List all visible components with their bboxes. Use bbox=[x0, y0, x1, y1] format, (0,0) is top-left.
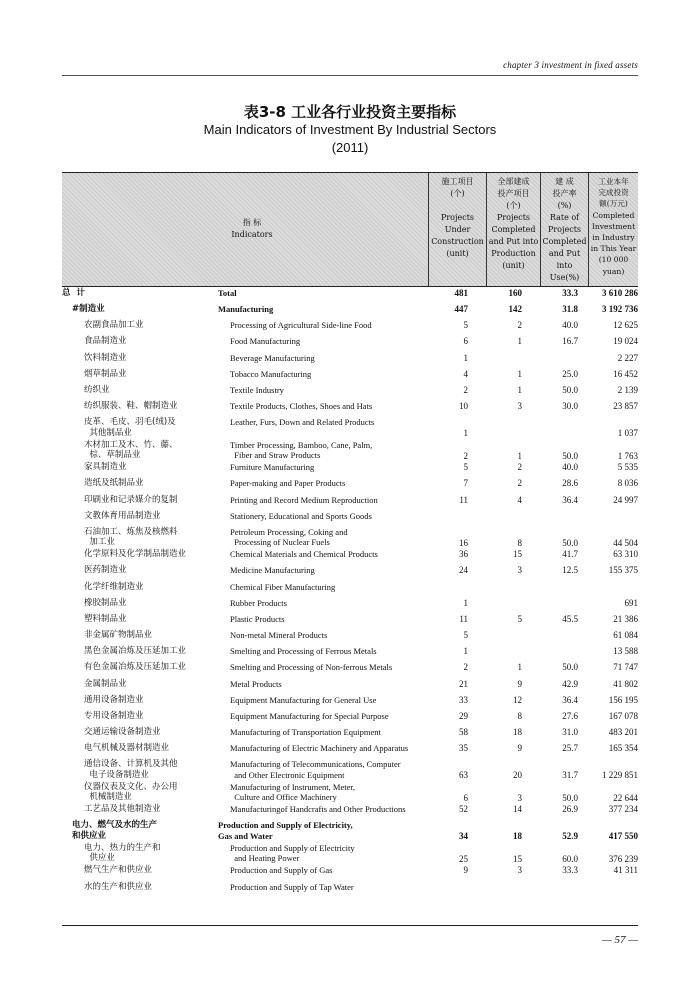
table-row bbox=[62, 646, 638, 662]
cell-c4: 167 078 bbox=[608, 710, 638, 721]
cell-c2: 3 bbox=[517, 565, 522, 576]
row-label-en: Smelting and Processing of Non-ferrous Metals bbox=[230, 662, 393, 673]
row-label-cn: 电力、热力的生产和 供应业 bbox=[84, 842, 161, 864]
cell-c3: 31.7 bbox=[562, 770, 578, 781]
cell-c2: 3 bbox=[517, 401, 522, 412]
cell-c4: 21 386 bbox=[613, 613, 638, 624]
cell-c2: 2 bbox=[517, 320, 522, 331]
cell-c2: 9 bbox=[517, 678, 522, 689]
cell-c4: 1 229 851 bbox=[602, 770, 638, 781]
row-label-en: Smelting and Processing of Ferrous Metals bbox=[230, 646, 377, 657]
table-row bbox=[62, 440, 638, 463]
row-label-cn: 水的生产和供应业 bbox=[84, 881, 153, 892]
table-row bbox=[62, 679, 638, 695]
row-label-cn: 烟草制品业 bbox=[84, 368, 127, 379]
table-row bbox=[62, 598, 638, 614]
row-label-cn: 医药制造业 bbox=[84, 565, 127, 576]
cell-c4: 63 310 bbox=[613, 549, 638, 560]
row-label-cn: 化学纤维制造业 bbox=[84, 581, 144, 592]
row-label-en: Manufacturingof Handcrafts and Other Productions bbox=[230, 804, 406, 815]
row-label-cn: 黑色金属冶炼及压延加工业 bbox=[84, 646, 187, 657]
row-label-en: Plastic Products bbox=[230, 613, 285, 624]
cell-c2: 8 bbox=[517, 710, 522, 721]
row-label-cn: 橡胶制品业 bbox=[84, 597, 127, 608]
cell-c4: 16 452 bbox=[613, 368, 638, 379]
table-row bbox=[62, 743, 638, 759]
cell-c1: 63 bbox=[459, 770, 468, 781]
row-label-cn: 非金属矿物制品业 bbox=[84, 630, 153, 641]
row-label-en: Manufacturing bbox=[218, 304, 274, 315]
row-label-en: Food Manufacturing bbox=[230, 336, 301, 347]
cell-c1: 24 bbox=[459, 565, 468, 576]
table-row bbox=[62, 288, 638, 304]
row-label-cn: 燃气生产和供应业 bbox=[84, 865, 153, 876]
cell-c1: 4 bbox=[463, 368, 468, 379]
row-label-en: Production and Supply of Electricity, Gas and Water bbox=[218, 820, 353, 841]
cell-c4: 165 354 bbox=[608, 743, 638, 754]
cell-c4: 483 201 bbox=[608, 726, 638, 737]
row-label-en: Tobacco Manufacturing bbox=[230, 368, 312, 379]
indicators-header bbox=[182, 217, 322, 241]
cell-c4: 24 997 bbox=[613, 494, 638, 505]
cell-c2: 18 bbox=[513, 726, 522, 737]
indicators-header-cn: 指 标 bbox=[242, 218, 262, 227]
row-label-cn: 农副食品加工业 bbox=[84, 320, 144, 331]
cell-c3: 36.4 bbox=[562, 694, 578, 705]
cell-c3: 45.5 bbox=[562, 613, 578, 624]
row-label-en: Equipment Manufacturing for Special Purpose bbox=[230, 710, 389, 721]
cell-c4: 41 311 bbox=[613, 865, 638, 876]
row-label-en: Paper-making and Paper Products bbox=[230, 478, 346, 489]
row-label-cn: 塑料制品业 bbox=[84, 613, 127, 624]
cell-c3: 16.7 bbox=[562, 336, 578, 347]
cell-c1: 25 bbox=[459, 853, 468, 864]
row-label-en: Chemical Materials and Chemical Products bbox=[230, 549, 378, 560]
row-label-cn: 食品制造业 bbox=[84, 336, 127, 347]
table-row bbox=[62, 727, 638, 743]
cell-c1: 34 bbox=[459, 831, 468, 842]
row-label-en: Manufacturing of Transportation Equipment bbox=[230, 726, 381, 737]
cell-c4: 417 550 bbox=[608, 831, 638, 842]
cell-c3: 41.7 bbox=[562, 549, 578, 560]
cell-c3: 26.9 bbox=[562, 804, 578, 815]
cell-c1: 35 bbox=[459, 743, 468, 754]
cell-c3: 30.0 bbox=[562, 401, 578, 412]
row-label-en: Non-metal Mineral Products bbox=[230, 630, 328, 641]
cell-c3: 40.0 bbox=[562, 462, 578, 473]
running-head: chapter 3 investment in fixed assets bbox=[503, 60, 638, 70]
row-label-en: Petroleum Processing, Coking and Processing of Nuclear Fuels bbox=[230, 526, 348, 548]
table-row bbox=[62, 336, 638, 352]
row-label-en: Furniture Manufacturing bbox=[230, 462, 315, 473]
table-row bbox=[62, 565, 638, 581]
cell-c3: 31.8 bbox=[562, 304, 578, 315]
cell-c2: 3 bbox=[517, 792, 522, 803]
cell-c1: 29 bbox=[459, 710, 468, 721]
cell-c2: 1 bbox=[517, 368, 522, 379]
row-label-cn: #制造业 bbox=[72, 304, 105, 315]
row-label-cn: 金属制品业 bbox=[84, 678, 127, 689]
table-row bbox=[62, 478, 638, 494]
table-row bbox=[62, 320, 638, 336]
row-label-en: Metal Products bbox=[230, 678, 282, 689]
cell-c4: 61 084 bbox=[613, 630, 638, 641]
table-row bbox=[62, 695, 638, 711]
row-label-en: Manufacturing of Instrument, Meter, Culture and Office Machinery bbox=[230, 781, 355, 803]
row-label-en: Printing and Record Medium Reproduction bbox=[230, 494, 378, 505]
row-label-en: Production and Supply of Tap Water bbox=[230, 881, 354, 892]
table-title-chinese: 表3-8 工业各行业投资主要指标 bbox=[243, 103, 457, 121]
table-row bbox=[62, 882, 638, 898]
row-label-en: Manufacturing of Electric Machinery and Apparatus bbox=[230, 743, 409, 754]
row-label-cn: 印刷业和记录媒介的复制 bbox=[84, 494, 178, 505]
row-label-en: Production and Supply of Gas bbox=[230, 865, 333, 876]
cell-c4: 2 227 bbox=[617, 352, 638, 363]
cell-c2: 3 bbox=[517, 865, 522, 876]
row-label-cn: 造纸及纸制品业 bbox=[84, 478, 144, 489]
cell-c2: 1 bbox=[517, 384, 522, 395]
cell-c2: 18 bbox=[513, 831, 522, 842]
cell-c4: 19 024 bbox=[613, 336, 638, 347]
cell-c3: 25.0 bbox=[562, 368, 578, 379]
row-label-cn: 石油加工、炼焦及核燃料 加工业 bbox=[84, 526, 178, 548]
cell-c2: 1 bbox=[517, 336, 522, 347]
table-header bbox=[62, 172, 638, 287]
cell-c3: 42.9 bbox=[562, 678, 578, 689]
row-label-cn: 电力、燃气及水的生产 和供应业 bbox=[72, 820, 158, 841]
table-row bbox=[62, 304, 638, 320]
cell-c4: 3 610 286 bbox=[602, 288, 638, 298]
cell-c2: 2 bbox=[517, 462, 522, 473]
row-label-cn: 电气机械及器材制造业 bbox=[84, 743, 170, 754]
table-row bbox=[62, 353, 638, 369]
row-label-cn: 文教体育用品制造业 bbox=[84, 510, 161, 521]
row-label-en: Production and Supply of Electricity and Heating Power bbox=[230, 842, 355, 864]
col-completed-investment: 工业本年 完成投资 额(万元) Completed Investment in Industry in This Year (10 000 yuan) bbox=[588, 173, 638, 286]
cell-c1: 481 bbox=[454, 288, 468, 298]
col-projects-under-construction: 施工项目 (个) Projects Under Construction (unit) bbox=[428, 173, 486, 286]
cell-c1: 58 bbox=[459, 726, 468, 737]
table-row bbox=[62, 527, 638, 550]
cell-c4: 3 192 736 bbox=[602, 304, 638, 315]
table-row bbox=[62, 782, 638, 805]
row-label-cn: 有色金属冶炼及压延加工业 bbox=[84, 662, 187, 673]
row-label-cn: 仪器仪表及文化、办公用 机械制造业 bbox=[84, 781, 178, 803]
row-label-en: Beverage Manufacturing bbox=[230, 352, 315, 363]
row-label-cn: 饮料制造业 bbox=[84, 352, 127, 363]
cell-c4: 1 037 bbox=[617, 428, 638, 439]
table-row bbox=[62, 462, 638, 478]
table-row bbox=[62, 820, 638, 843]
cell-c1: 2 bbox=[463, 384, 468, 395]
cell-c2: 8 bbox=[517, 537, 522, 548]
cell-c1: 36 bbox=[459, 549, 468, 560]
row-label-cn: 家具制造业 bbox=[84, 462, 127, 473]
row-label-cn: 纺织服装、鞋、帽制造业 bbox=[84, 401, 178, 412]
row-label-cn: 专用设备制造业 bbox=[84, 710, 144, 721]
col-rate-completed: 建 成 投产率 (%) Rate of Projects Completed and Put into Use(%) bbox=[540, 173, 588, 286]
cell-c1: 16 bbox=[459, 537, 468, 548]
cell-c4: 13 588 bbox=[613, 646, 638, 657]
table-row bbox=[62, 759, 638, 782]
cell-c4: 5 535 bbox=[617, 462, 638, 473]
cell-c3: 27.6 bbox=[562, 710, 578, 721]
cell-c3: 50.0 bbox=[562, 792, 578, 803]
cell-c1: 5 bbox=[463, 630, 468, 641]
table-row bbox=[62, 582, 638, 598]
cell-c4: 12 625 bbox=[613, 320, 638, 331]
cell-c2: 160 bbox=[508, 288, 522, 298]
cell-c1: 11 bbox=[459, 613, 468, 624]
table-row bbox=[62, 495, 638, 511]
cell-c1: 1 bbox=[463, 352, 468, 363]
row-label-en: Leather, Furs, Down and Related Products bbox=[230, 417, 375, 428]
cell-c3: 60.0 bbox=[562, 853, 578, 864]
row-label-cn: 通信设备、计算机及其他 电子设备制造业 bbox=[84, 759, 178, 780]
page-number: — 57 — bbox=[601, 934, 638, 946]
cell-c4: 691 bbox=[624, 597, 638, 608]
row-label-cn: 总 计 bbox=[62, 288, 85, 298]
cell-c1: 21 bbox=[459, 678, 468, 689]
cell-c4: 71 747 bbox=[613, 662, 638, 673]
cell-c3: 25.7 bbox=[562, 743, 578, 754]
row-label-cn: 工艺品及其他制造业 bbox=[84, 804, 161, 815]
row-label-en: Processing of Agricultural Side-line Food bbox=[230, 320, 372, 331]
cell-c4: 22 644 bbox=[613, 792, 638, 803]
table-row bbox=[62, 511, 638, 527]
table-row bbox=[62, 630, 638, 646]
row-label-cn: 纺织业 bbox=[84, 384, 110, 395]
cell-c2: 142 bbox=[508, 304, 522, 315]
cell-c1: 1 bbox=[463, 597, 468, 608]
row-label-en: Medicine Manufacturing bbox=[230, 565, 315, 576]
cell-c2: 1 bbox=[517, 450, 522, 461]
cell-c3: 12.5 bbox=[562, 565, 578, 576]
cell-c1: 447 bbox=[454, 304, 468, 315]
table-row bbox=[62, 401, 638, 417]
indicators-header-en: Indicators bbox=[231, 230, 273, 239]
cell-c3: 33.3 bbox=[562, 288, 578, 298]
row-label-en: Timber Processing, Bamboo, Cane, Palm, Fiber and Straw Products bbox=[230, 439, 373, 461]
cell-c2: 1 bbox=[517, 662, 522, 673]
cell-c2: 15 bbox=[513, 853, 522, 864]
cell-c1: 5 bbox=[463, 320, 468, 331]
cell-c1: 7 bbox=[463, 478, 468, 489]
table-row bbox=[62, 549, 638, 565]
cell-c3: 36.4 bbox=[562, 494, 578, 505]
col-projects-completed: 全部建成 投产项目 (个) Projects Completed and Put into Production (unit) bbox=[486, 173, 540, 286]
table-title-english: Main Indicators of Investment By Industrial Sectors bbox=[203, 122, 497, 137]
cell-c2: 4 bbox=[517, 494, 522, 505]
cell-c4: 41 802 bbox=[613, 678, 638, 689]
cell-c1: 6 bbox=[463, 792, 468, 803]
cell-c3: 40.0 bbox=[562, 320, 578, 331]
cell-c1: 1 bbox=[463, 428, 468, 439]
cell-c4: 376 239 bbox=[608, 853, 638, 864]
row-label-en: Total bbox=[218, 288, 237, 298]
row-label-en: Chemical Fiber Manufacturing bbox=[230, 581, 336, 592]
cell-c1: 5 bbox=[463, 462, 468, 473]
cell-c2: 14 bbox=[513, 804, 522, 815]
cell-c1: 1 bbox=[463, 646, 468, 657]
cell-c3: 33.3 bbox=[562, 865, 578, 876]
cell-c4: 2 139 bbox=[617, 384, 638, 395]
table-row bbox=[62, 369, 638, 385]
table-row bbox=[62, 711, 638, 727]
table-bottom-rule bbox=[62, 925, 638, 926]
cell-c2: 2 bbox=[517, 478, 522, 489]
cell-c3: 50.0 bbox=[562, 537, 578, 548]
cell-c3: 52.9 bbox=[562, 831, 578, 842]
row-label-en: Equipment Manufacturing for General Use bbox=[230, 694, 377, 705]
cell-c2: 20 bbox=[513, 770, 522, 781]
cell-c4: 44 504 bbox=[613, 537, 638, 548]
table-title-year: (2011) bbox=[331, 140, 369, 155]
row-label-en: Manufacturing of Telecommunications, Computer and Other Electronic Equipment bbox=[230, 759, 401, 780]
cell-c2: 12 bbox=[513, 694, 522, 705]
cell-c1: 9 bbox=[463, 865, 468, 876]
cell-c3: 28.6 bbox=[562, 478, 578, 489]
cell-c3: 31.0 bbox=[562, 726, 578, 737]
row-label-cn: 化学原料及化学制品制造业 bbox=[84, 549, 187, 560]
cell-c2: 15 bbox=[513, 549, 522, 560]
cell-c4: 377 234 bbox=[608, 804, 638, 815]
table-row bbox=[62, 843, 638, 866]
cell-c1: 11 bbox=[459, 494, 468, 505]
cell-c4: 1 763 bbox=[617, 450, 638, 461]
row-label-en: Textile Products, Clothes, Shoes and Hats bbox=[230, 401, 373, 412]
cell-c1: 10 bbox=[459, 401, 468, 412]
cell-c4: 156 195 bbox=[608, 694, 638, 705]
row-label-cn: 皮革、毛皮、羽毛(绒)及 其他制品业 bbox=[84, 417, 176, 438]
cell-c4: 155 375 bbox=[608, 565, 638, 576]
table-row bbox=[62, 614, 638, 630]
header-rule bbox=[62, 75, 638, 76]
row-label-en: Stationery, Educational and Sports Goods bbox=[230, 510, 372, 521]
table-row bbox=[62, 385, 638, 401]
cell-c4: 23 857 bbox=[613, 401, 638, 412]
row-label-en: Rubber Products bbox=[230, 597, 287, 608]
cell-c1: 6 bbox=[463, 336, 468, 347]
table-row bbox=[62, 662, 638, 678]
table-row bbox=[62, 417, 638, 440]
table-row bbox=[62, 865, 638, 881]
cell-c1: 33 bbox=[459, 694, 468, 705]
table-row bbox=[62, 804, 638, 820]
cell-c4: 8 036 bbox=[617, 478, 638, 489]
cell-c1: 2 bbox=[463, 450, 468, 461]
row-label-cn: 交通运输设备制造业 bbox=[84, 726, 161, 737]
row-label-cn: 通用设备制造业 bbox=[84, 694, 144, 705]
cell-c1: 2 bbox=[463, 662, 468, 673]
row-label-cn: 木材加工及木、竹、藤、 棕、草制品业 bbox=[84, 439, 178, 461]
cell-c3: 50.0 bbox=[562, 384, 578, 395]
cell-c2: 5 bbox=[517, 613, 522, 624]
cell-c3: 50.0 bbox=[562, 450, 578, 461]
cell-c3: 50.0 bbox=[562, 662, 578, 673]
cell-c1: 52 bbox=[459, 804, 468, 815]
row-label-en: Textile Industry bbox=[230, 384, 284, 395]
cell-c2: 9 bbox=[517, 743, 522, 754]
